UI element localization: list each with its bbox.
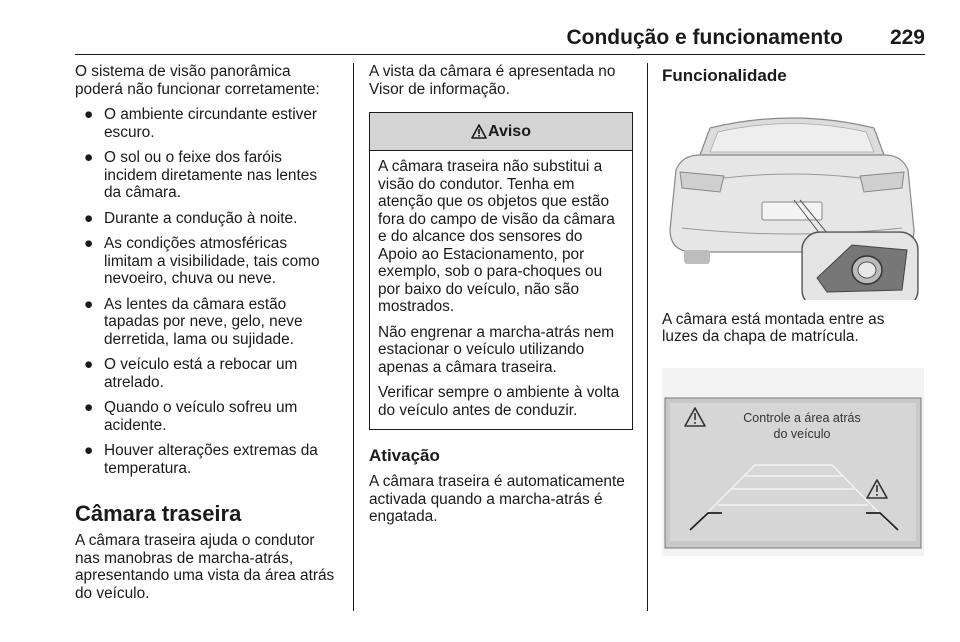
list-item: ● As lentes da câmara estão tapadas por neve, gelo, neve derretida, lama ou sujidade. [84,295,303,348]
warning-paragraph: Verificar sempre o ambiente à volta do veículo antes de conduzir. [378,384,620,419]
bullet: ● [84,295,94,313]
warning-icon [471,124,487,139]
bullet: ● [84,209,94,227]
activation-title: Ativação [369,446,440,465]
column-2 [369,63,633,532]
intro-paragraph: A vista da câmara é apresentada no Visor de informação. [369,63,616,98]
column-3 [662,63,924,560]
camera-display-illustration [662,368,924,561]
warning-paragraph: A câmara traseira não substitui a visão do condutor. Tenha em atenção que os objetos que estão fora do campo de visão da câmara e do alcance dos sensores do Apoio ao Estacionamento, por exemplo, sob o para-choques ou por baixo do veículo, não são mostrados. [378,158,615,315]
warning-box [369,112,633,430]
section-title: Câmara traseira [75,501,242,526]
car-rear-image [662,100,924,300]
bullet: ● [84,442,94,459]
car-rear-illustration [662,100,924,305]
bullet: ● [84,399,94,416]
bullet: ● [84,149,94,166]
functionality-title: Funcionalidade [662,66,787,85]
list-item: ● As condições atmosféricas limitam a visibilidade, tais como nevoeiro, chuva ou neve. [84,235,320,287]
warning-paragraph: Não engrenar a marcha-atrás nem estacionar o veículo utilizando apenas a câmara traseira. [378,323,615,376]
display-message-line2: do veículo [773,426,831,441]
list-item: ● Quando o veículo sofreu um acidente. [84,399,298,434]
figure-caption: A câmara está montada entre as luzes da chapa de matrícula. [662,310,885,345]
section-paragraph: A câmara traseira ajuda o condutor nas manobras de marcha-atrás, apresentando uma vista da área atrás do veículo. [75,532,335,602]
page-title: Condução e funcionamento [566,26,843,49]
list-item: ● Durante a condução à noite. [84,209,298,227]
warning-header [370,113,632,151]
list-item: ● O sol ou o feixe dos faróis incidem diretamente nas lentes da câmara. [84,149,318,201]
warning-title: Aviso [488,123,531,140]
page-header [75,24,925,55]
bullet: ● [84,235,94,252]
list-item: ● Houver alterações extremas da temperatura. [84,442,318,477]
list-item: ● O veículo está a rebocar um atrelado. [84,356,298,391]
warning-body [370,151,632,429]
page-number: 229 [889,26,925,49]
display-message-line1: Controle a área atrás [743,410,861,425]
column-divider [353,63,354,611]
conditions-list [75,106,337,477]
column-1 [75,63,337,608]
bullet: ● [84,106,94,123]
activation-paragraph: A câmara traseira é automaticamente activada quando a marcha-atrás é engatada. [369,473,625,525]
column-divider [647,63,648,611]
list-item: ● O ambiente circundante estiver escuro. [84,106,318,141]
bullet: ● [84,356,94,373]
camera-display-image [662,368,924,556]
intro-paragraph: O sistema de visão panorâmica poderá não funcionar corretamente: [75,63,320,98]
